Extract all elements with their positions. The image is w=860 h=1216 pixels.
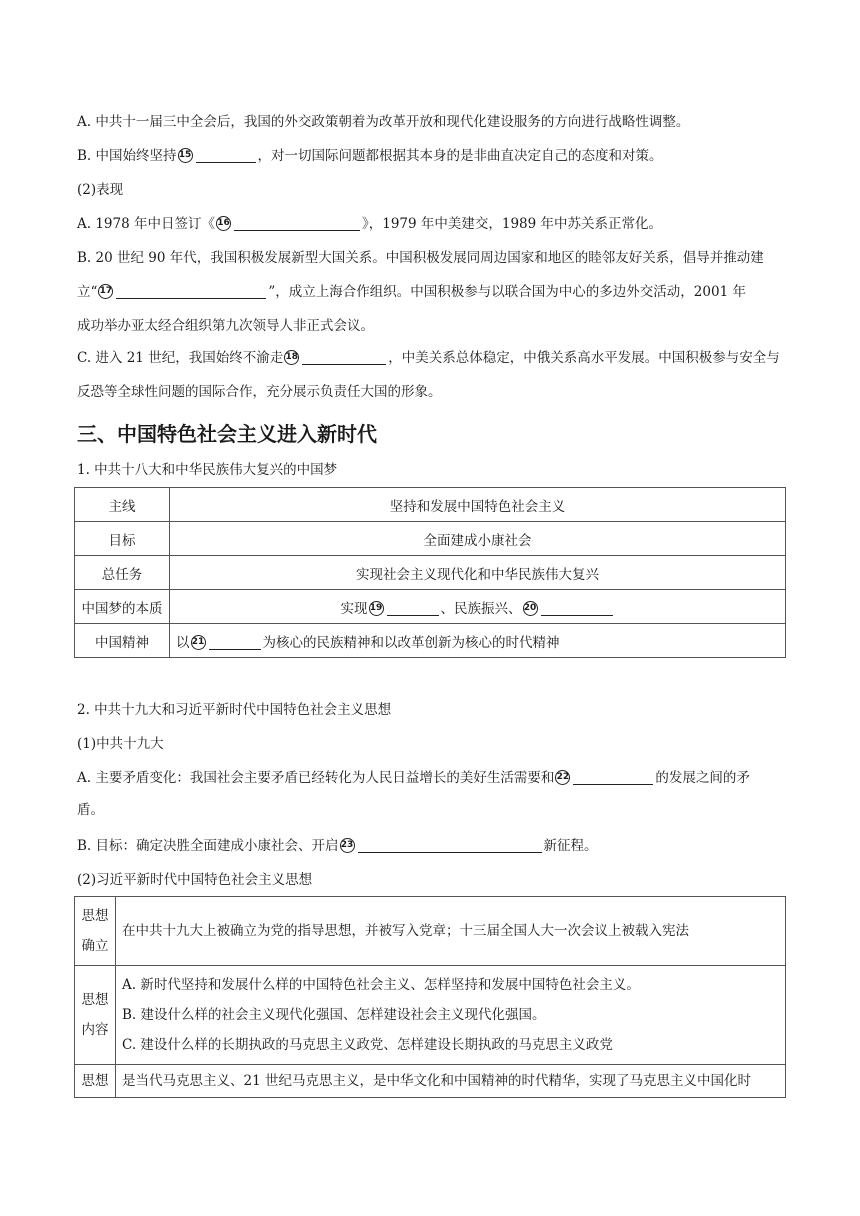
section-heading: 三、中国特色社会主义进入新时代 (77, 422, 377, 446)
row-label: 总任务 (75, 556, 170, 590)
paragraph-19b (77, 836, 790, 856)
subheading-performance: (2)表现 (77, 182, 124, 198)
paragraph-2c-line2: 反恐等全球性问题的国际合作，充分展示负责任大国的形象。 (77, 384, 442, 400)
text: C. 进入 21 世纪，我国始终不渝走 (77, 350, 284, 366)
fill-blank[interactable] (573, 770, 653, 785)
label-line: 思想 (81, 908, 109, 924)
paragraph-2c (77, 348, 790, 368)
paragraph-2b-line2 (77, 282, 790, 302)
text: 为核心的民族精神和以改革创新为核心的时代精神 (262, 634, 560, 651)
row-label (75, 897, 116, 966)
paragraph-item-b (77, 146, 790, 166)
row-value: 实现社会主义现代化和中华民族伟大复兴 (170, 556, 786, 590)
fill-blank[interactable] (387, 601, 439, 616)
text: 实现 (340, 600, 368, 617)
fill-blank[interactable] (196, 148, 256, 163)
text: 的发展之间的矛 (655, 770, 750, 786)
text: A. 1978 年中日签订《 (77, 216, 215, 232)
fill-blank[interactable] (541, 601, 613, 616)
label-line: 思想 (81, 992, 109, 1008)
circled-number: 17 (98, 284, 113, 299)
paragraph-19a (77, 768, 790, 788)
content-line: A. 新时代坚持和发展什么样的中国特色社会主义、怎样坚持和发展中国特色社会主义。 (122, 977, 640, 993)
table-row (75, 522, 786, 556)
row-label: 中国梦的本质 (75, 590, 170, 624)
table-row (75, 556, 786, 590)
fill-blank[interactable] (234, 216, 360, 231)
subheading-19th-congress: (1)中共十九大 (77, 736, 164, 752)
row-value (170, 624, 786, 658)
text: A. 主要矛盾变化：我国社会主要矛盾已经转化为人民日益增长的美好生活需要和 (77, 770, 555, 786)
table-china-dream (74, 487, 786, 658)
row-value: 是当代马克思主义、21 世纪马克思主义，是中华文化和中国精神的时代精华，实现了马克思主义中国化时 (116, 1065, 786, 1098)
row-label: 主线 (75, 488, 170, 522)
fill-blank[interactable] (209, 635, 261, 650)
text: B. 目标：确定决胜全面建成小康社会、开启 (77, 838, 339, 854)
table-row (75, 897, 786, 966)
row-label: 中国精神 (75, 624, 170, 658)
text: 、民族振兴、 (440, 600, 522, 617)
subheading-xi-thought: (2)习近平新时代中国特色社会主义思想 (77, 872, 313, 888)
subheading-18th-congress: 1. 中共十八大和中华民族伟大复兴的中国梦 (77, 462, 338, 478)
circled-number: 22 (555, 770, 570, 785)
text: ”，成立上海合作组织。中国积极参与以联合国为中心的多边外交活动，2001 年 (268, 284, 746, 300)
text: B. 中国始终坚持 (77, 148, 177, 164)
label-line: 确立 (81, 938, 109, 954)
row-value: 在中共十九大上被确立为党的指导思想，并被写入党章；十三届全国人大一次会议上被载入宪法 (116, 897, 786, 966)
row-value (170, 590, 786, 624)
table-row (75, 488, 786, 522)
text: 以 (176, 634, 190, 651)
circled-number: 23 (340, 838, 355, 853)
row-label: 思想 (75, 1065, 116, 1098)
table-row (75, 624, 786, 658)
label-line: 内容 (81, 1022, 109, 1038)
row-label: 目标 (75, 522, 170, 556)
circled-number: 21 (191, 635, 206, 650)
table-row (75, 590, 786, 624)
paragraph-item-a: A. 中共十一届三中全会后，我国的外交政策朝着为改革开放和现代化建设服务的方向进行战略性调整。 (77, 114, 690, 130)
fill-blank[interactable] (302, 350, 386, 365)
row-value: 坚持和发展中国特色社会主义 (170, 488, 786, 522)
paragraph-19a-line2: 盾。 (77, 802, 104, 818)
row-label (75, 966, 116, 1065)
circled-number: 18 (284, 350, 299, 365)
fill-blank[interactable] (358, 838, 542, 853)
table-row (75, 1065, 786, 1098)
content-line: B. 建设什么样的社会主义现代化强国、怎样建设社会主义现代化强国。 (122, 1007, 546, 1023)
text: 》，1979 年中美建交，1989 年中苏关系正常化。 (361, 216, 663, 232)
subheading-19th-congress-and-thought: 2. 中共十九大和习近平新时代中国特色社会主义思想 (77, 702, 392, 718)
table-row (75, 966, 786, 1065)
text: 新征程。 (543, 838, 598, 854)
paragraph-2b-line1: B. 20 世纪 90 年代，我国积极发展新型大国关系。中国积极发展同周边国家和地区的睦邻友好关系，倡导并推动建 (77, 250, 764, 266)
paragraph-2a (77, 214, 790, 234)
content-line: C. 建设什么样的长期执政的马克思主义政党、怎样建设长期执政的马克思主义政党 (122, 1037, 613, 1053)
text: 立“ (77, 284, 98, 300)
paragraph-2b-line3: 成功举办亚太经合组织第九次领导人非正式会议。 (77, 318, 374, 334)
text: ，中美关系总体稳定，中俄关系高水平发展。中国积极参与安全与 (388, 350, 780, 366)
row-value: 全面建成小康社会 (170, 522, 786, 556)
circled-number: 19 (369, 601, 384, 616)
row-value (116, 966, 786, 1065)
table-xi-thought (74, 896, 786, 1098)
circled-number: 20 (523, 601, 538, 616)
fill-blank[interactable] (116, 284, 266, 299)
circled-number: 15 (178, 148, 193, 163)
circled-number: 16 (216, 216, 231, 231)
text: ，对一切国际问题都根据其本身的是非曲直决定自己的态度和对策。 (257, 148, 663, 164)
